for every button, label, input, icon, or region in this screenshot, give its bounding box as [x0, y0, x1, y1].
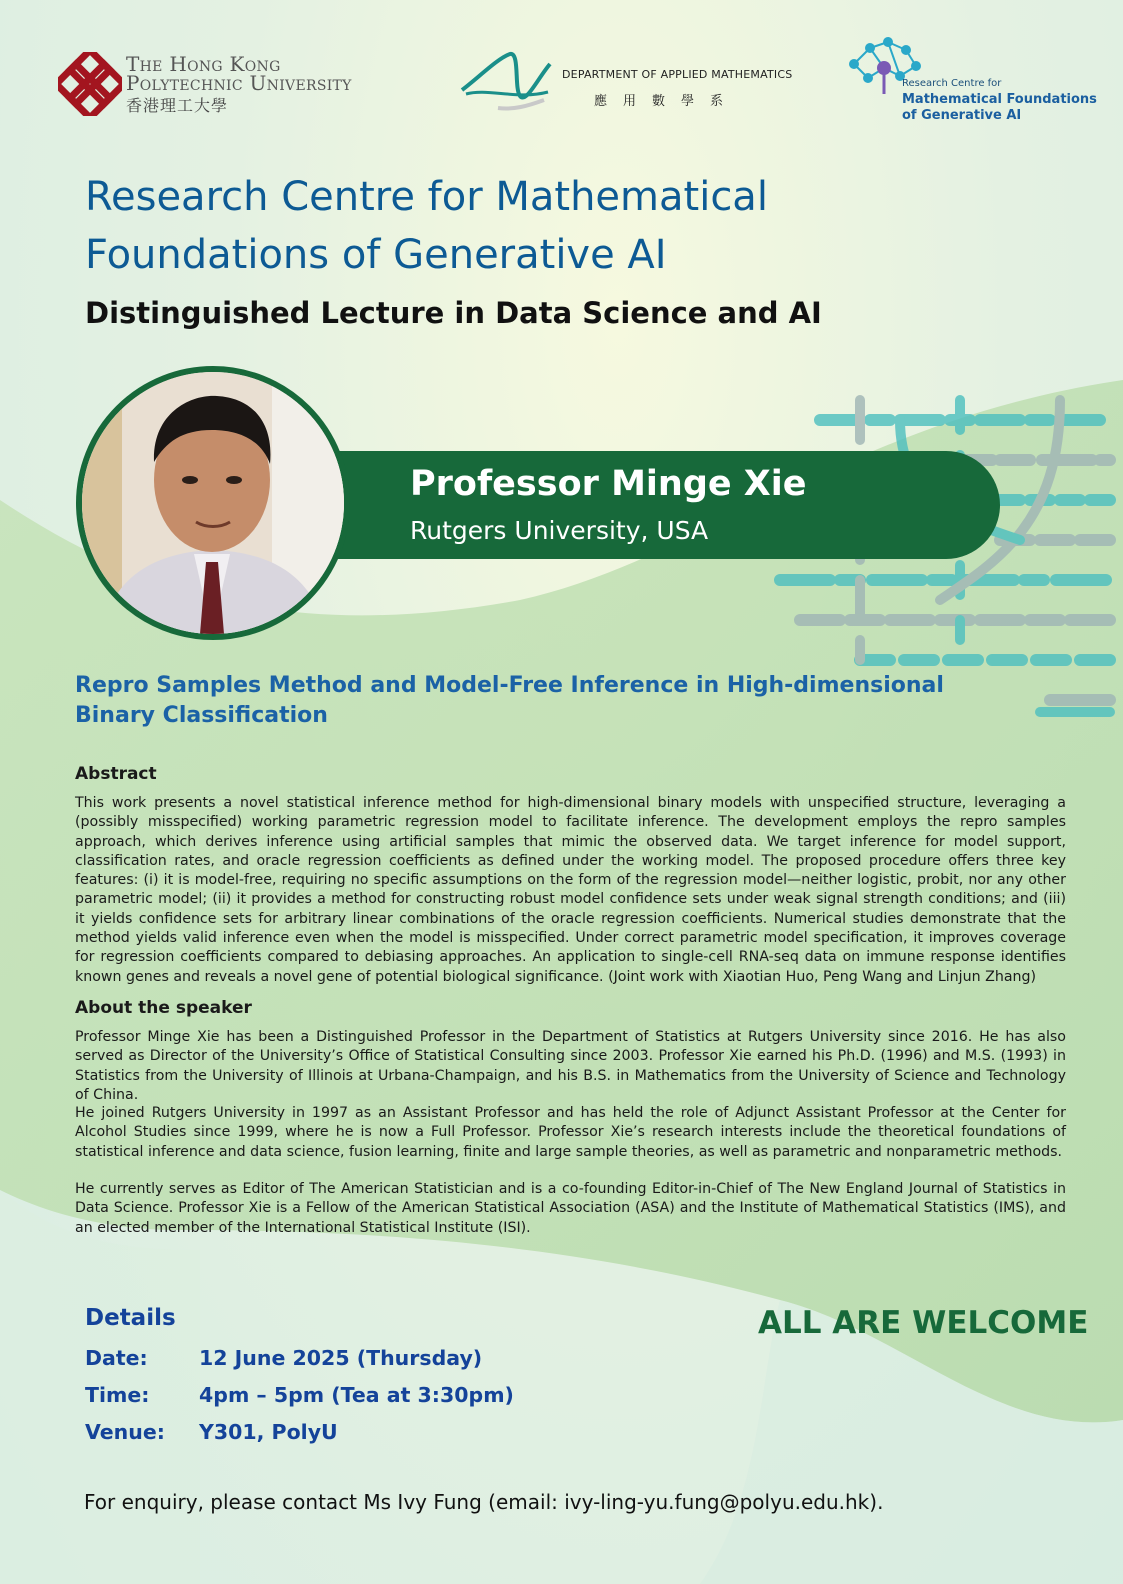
details-heading: Details: [85, 1305, 176, 1331]
abstract-text: This work presents a novel statistical inference method for high-dimensional binary models with unspecified structure, leveraging a (possibly misspecified) working parametric regression model to facilitate inference. The development employs the repro samples approach, which derives inference using artificial samples that mimic the observed data. We target inference for model support, classification rates, and oracle regression coefficients as defined under the working model. The proposed procedure offers three key features: (i) it is model-free, requiring no specific assumptions on the form of the regression model—neither logistic, probit, nor any other parametric model; (ii) it provides a method for constructing robust model confidence sets under weak signal strength conditions; and (iii) it yields confidence sets for arbitrary linear combinations of the oracle regression coefficients. Numerical studies demonstrate that the method yields valid inference even when the model is misspecified. Under correct parametric model specification, it improves coverage for regression coefficients compared to debiasing approaches. An application to single-cell RNA-seq data on immune response identifies known genes and reveals a novel gene of potential biological significance. (Joint work with Xiaotian Huo, Peng Wang and Linjun Zhang): [75, 795, 1066, 985]
about-paragraph-2: He joined Rutgers University in 1997 as an Assistant Professor and has held the role of Adjunct Assistant Professor at the Center for Alcohol Studies since 1999, where he is now a Full Professor. Professor Xie’s research interests include the theoretical foundations of statistical inference and data science, fusion learning, finite and large sample theories, as well as parametric and nonparametric methods.: [75, 1105, 1066, 1160]
polyu-name-line2: Polytechnic University: [126, 71, 352, 95]
talk-title: Repro Samples Method and Model-Free Inference in High-dimensional Binary Classification: [75, 673, 944, 728]
about-paragraph-1: Professor Minge Xie has been a Distinguished Professor in the Department of Statistics at Rutgers University since 2016. He has also served as Director of the University’s Office of Statistical Consulting since 2003. Professor Xie earned his Ph.D. (1996) and M.S. (1993) in Statistics from the University of Illinois at Urbana-Champaign, and his B.S. in Mathematics from the University of Science and Technology of China.: [75, 1029, 1066, 1103]
speaker-portrait-icon: [82, 372, 344, 634]
date-value: 12 June 2025 (Thursday): [199, 1346, 483, 1370]
rc-logo-small-text: Research Centre for: [902, 78, 1002, 89]
rc-logo-big-text: Mathematical Foundations of Generative AI: [902, 92, 1097, 123]
polyu-logo-icon: [58, 52, 122, 116]
enquiry-text: For enquiry, please contact Ms Ivy Fung (email: ivy-ling-yu.fung@polyu.edu.hk).: [84, 1490, 884, 1514]
department-name-chinese: 應用數學系: [594, 94, 740, 109]
polyu-chinese-name: 香港理工大學: [126, 96, 229, 115]
venue-label: Venue:: [85, 1420, 165, 1444]
all-are-welcome: ALL ARE WELCOME: [758, 1305, 1089, 1341]
department-name-english: DEPARTMENT OF APPLIED MATHEMATICS: [562, 68, 793, 81]
page-title: Research Centre for Mathematical Foundations of Generative AI: [85, 174, 768, 278]
date-label: Date:: [85, 1346, 148, 1370]
polyu-name: [126, 52, 352, 95]
speaker-photo: [76, 366, 350, 640]
about-paragraph-3: He currently serves as Editor of The American Statistician and is a co-founding Editor-in-Chief of The New England Journal of Statistics in Data Science. Professor Xie is a Fellow of the American Statistical Association (ASA) and the Institute of Mathematical Statistics (IMS), and an elected member of the International Statistical Institute (ISI).: [75, 1181, 1066, 1236]
speaker-affiliation: Rutgers University, USA: [410, 516, 709, 545]
polyu-name-line1: The Hong Kong: [126, 52, 281, 76]
about-speaker-heading: About the speaker: [75, 998, 252, 1018]
venue-value: Y301, PolyU: [199, 1420, 338, 1444]
time-value: 4pm – 5pm (Tea at 3:30pm): [199, 1383, 514, 1407]
speaker-name: Professor Minge Xie: [410, 464, 807, 504]
abstract-heading: Abstract: [75, 764, 157, 784]
applied-math-logo-icon: [458, 48, 554, 114]
lecture-series-title: Distinguished Lecture in Data Science and AI: [85, 296, 822, 330]
time-label: Time:: [85, 1383, 150, 1407]
